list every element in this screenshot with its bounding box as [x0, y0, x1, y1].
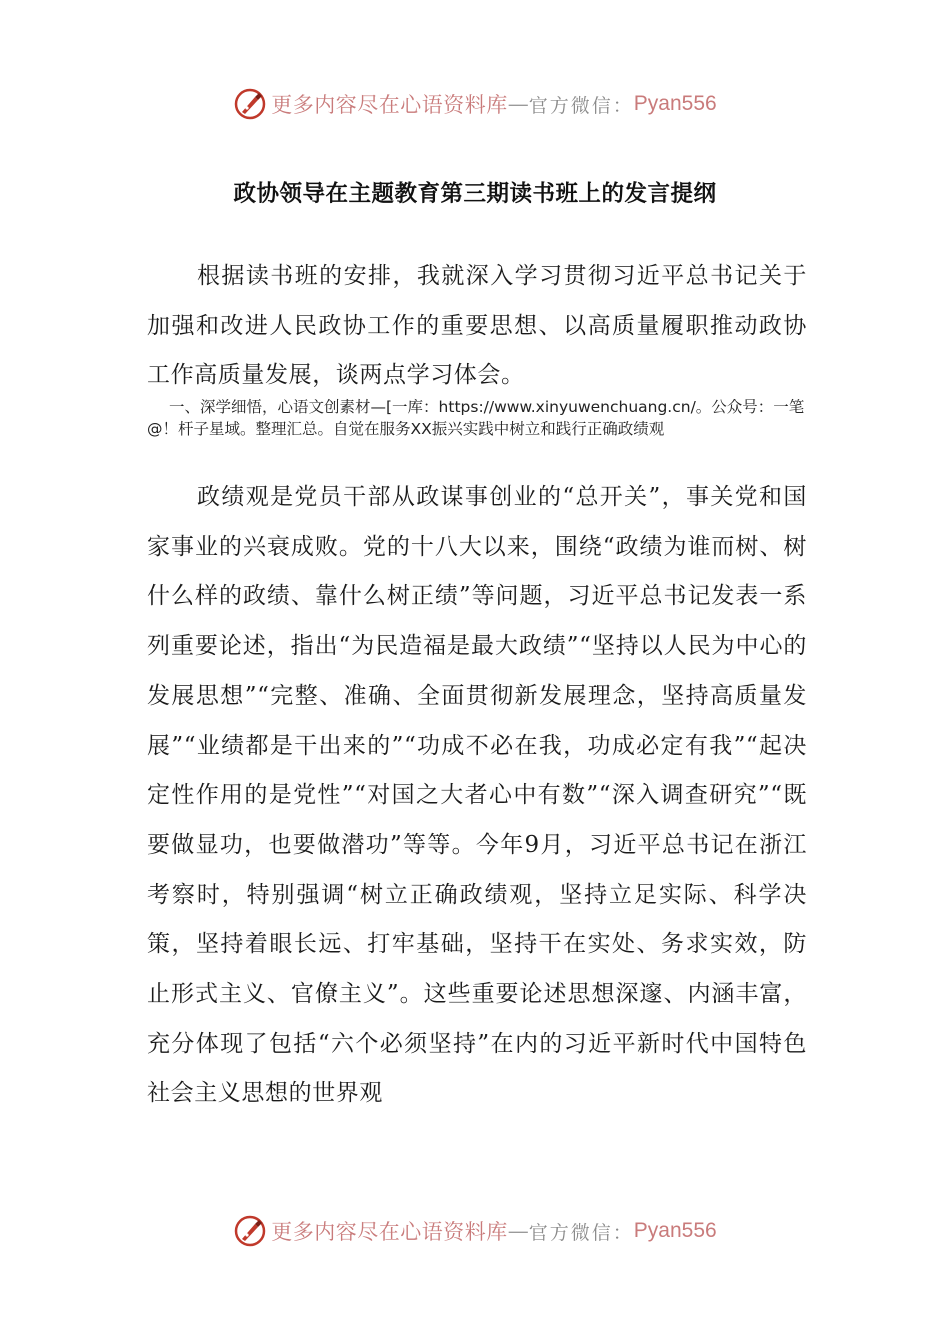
footer-watermark-banner [0, 1211, 950, 1251]
watermark-official-label: 官方微信： [528, 1221, 634, 1244]
watermark-promo-text: 更多内容尽在心语资料库 [271, 1220, 508, 1244]
header-watermark-banner [0, 84, 950, 124]
watermark-separator: — [507, 92, 529, 116]
section-heading: 一、深学细悟，心语文创素材—[一库：https://www.xinyuwenchuang.cn/。公众号：一笔@！杆子星域。整理汇总。自觉在服务XX振兴实践中树立和践行正确政绩观 [147, 398, 805, 438]
body-paragraph: 政绩观是党员干部从政谋事创业的“总开关”，事关党和国家事业的兴衰成败。党的十八大以来，围绕“政绩为谁而树、树什么样的政绩、靠什么树正绩”等问题，习近平总书记发表一系列重要论述，指出“为民造福是最大政绩”“坚持以人民为中心的发展思想”“完整、准确、全面贯彻新发展理念，坚持高质量发展”“业绩都是干出来的”“功成不必在我，功成必定有我”“起决定性作用的是党性”“对国之大者心中有数”“深入调查研究”“既要做显功，也要做潜功”等等。今年9月，习近平总书记在浙江考察时，特别强调“树立正确政绩观，坚持立足实际、科学决策，坚持着眼长远、打牢基础，坚持干在实处、务求实效，防止形式主义、官僚主义”。这些重要论述思想深邃、内涵丰富，充分体现了包括“六个必须坚持”在内的习近平新时代中国特色社会主义思想的世界观 [147, 484, 807, 1107]
watermark-official-label: 官方微信： [528, 94, 634, 117]
document-title: 政协领导在主题教育第三期读书班上的发言提纲 [233, 181, 717, 207]
intro-paragraph: 根据读书班的安排，我就深入学习贯彻习近平总书记关于加强和改进人民政协工作的重要思想、以高质量履职推动政协工作高质量发展，谈两点学习体会。 [147, 263, 807, 389]
watermark-wechat-handle: Pyan556 [633, 92, 717, 115]
watermark-wechat-handle: Pyan556 [633, 1219, 717, 1242]
pen-nib-logo-icon [233, 87, 267, 121]
watermark-promo-text: 更多内容尽在心语资料库 [271, 93, 508, 117]
pen-nib-logo-icon [233, 1214, 267, 1248]
watermark-separator: — [507, 1219, 529, 1243]
